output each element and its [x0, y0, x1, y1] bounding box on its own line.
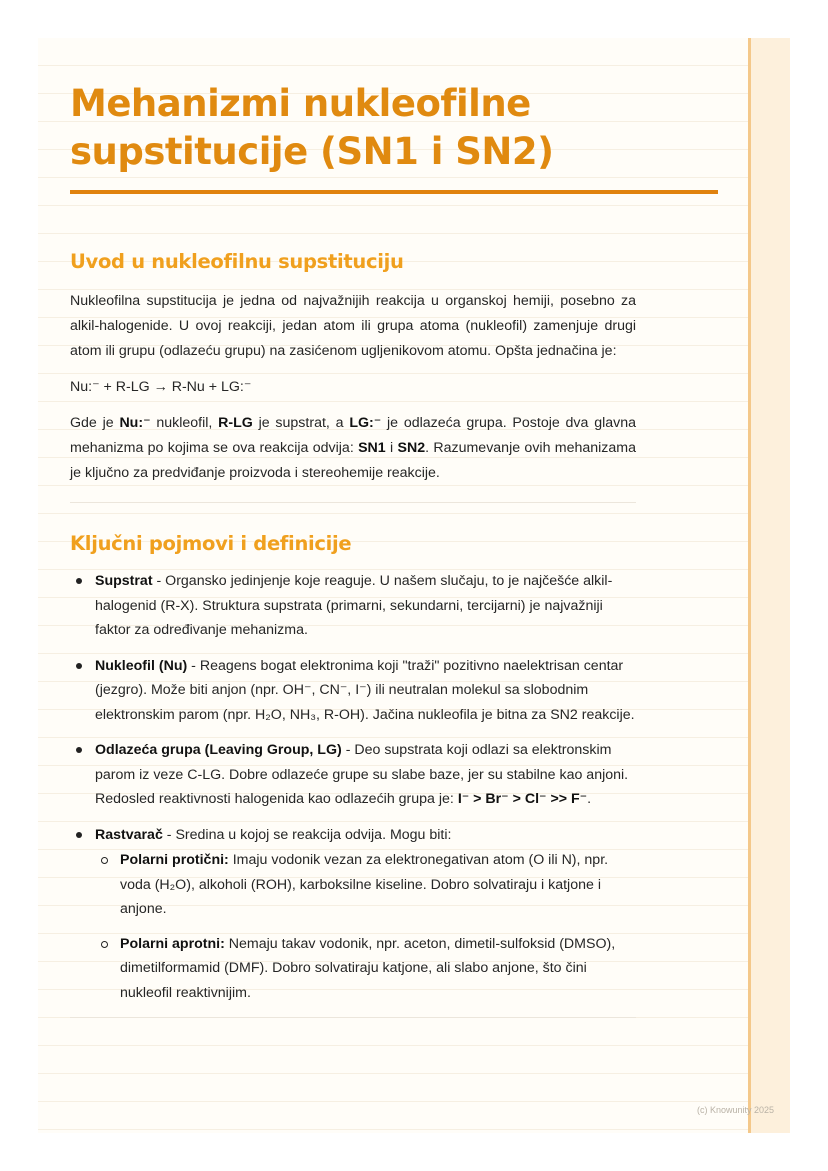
title-underline: [70, 190, 718, 194]
list-item-substrate: Supstrat - Organsko jedinjenje koje reaguje. U našem slučaju, to je najčešće alkil-halogenid (R-X). Struktura supstrata (primarni, sekundarni, tercijarni) je najvažniji faktor za određivanje mehanizma.: [70, 569, 636, 643]
circle-bullet-icon: [101, 857, 108, 864]
section-heading-key-concepts: Ključni pojmovi i definicije: [70, 532, 352, 555]
sublist-item-protic: Polarni protični: Imaju vodonik vezan za elektronegativan atom (O ili N), npr. voda (H₂O), alkoholi (ROH), karboksilne kiseline. Dobro solvatiraju i katjone i anjone.: [95, 848, 636, 922]
page-title: Mehanizmi nukleofilne supstitucije (SN1 i SN2): [70, 82, 554, 173]
bullet-icon: [76, 663, 82, 669]
circle-bullet-icon: [101, 941, 108, 948]
intro-paragraph: Nukleofilna supstitucija je jedna od najvažnijih reakcija u organskoj hemiji, posebno za alkil-halogenide. U ovoj reakciji, jedan atom ili grupa atoma (nukleofil) zamenjuje drugi atom ili grupu (odlazeću grupu) na zasićenom ugljenikovom atomu. Opšta jednačina je:: [70, 293, 636, 359]
list-item-nucleophile: Nukleofil (Nu) - Reagens bogat elektronima koji "traži" pozitivno naelektrisan centar (jezgro). Može biti anjon (npr. OH⁻, CN⁻, I⁻) ili neutralan molekul sa slobodnim elektronskim parom (npr. H₂O, NH₃, R-OH). Jačina nukleofila je bitna za SN2 reakcije.: [70, 654, 636, 728]
list-item-solvent: Rastvarač - Sredina u kojoj se reakcija odvija. Mogu biti: Polarni protični: Imaju vodonik vezan za elektronegativan atom (O ili N), npr. voda (H₂O), alkoholi (ROH), karboksilne kiseline. Dobro solvatiraju i katjone i anjone. Polarni aprotni: Nemaju takav vodonik, npr. aceton, dimetil-sulfoksid (DMSO), dimetilformamid (DMF). Dobro solvatiraju katjone, ali slabo anjone, što čini nukleofil reaktivnijim.: [70, 823, 636, 1006]
section-divider: [70, 502, 636, 503]
document-page: [38, 38, 790, 1133]
bullet-icon: [76, 832, 82, 838]
page-margin-strip: [748, 38, 790, 1133]
sublist-item-aprotic: Polarni aprotni: Nemaju takav vodonik, npr. aceton, dimetil-sulfoksid (DMSO), dimetilformamid (DMF). Dobro solvatiraju katjone, ali slabo anjone, što čini nukleofil reaktivnijim.: [95, 932, 636, 1006]
solvent-sublist: [95, 848, 636, 1005]
mechanisms-paragraph: Gde je Nu:⁻ nukleofil, R-LG je supstrat, a LG:⁻ je odlazeća grupa. Postoje dva glavna mehanizma po kojima se ova reakcija odvija: SN1 i SN2. Razumevanje ovih mehanizama je ključno za predviđanje proizvoda i stereohemije reakcije.: [70, 415, 636, 481]
page-content: [70, 80, 636, 1018]
key-concepts-list: [70, 569, 636, 1005]
section-divider: [70, 1017, 636, 1018]
copyright-footer: (c) Knowunity 2025: [696, 1105, 774, 1115]
section-heading-intro: Uvod u nukleofilnu supstituciju: [70, 250, 404, 273]
list-item-leaving-group: Odlazeća grupa (Leaving Group, LG) - Deo supstrata koji odlazi sa elektronskim parom iz veze C-LG. Dobre odlazeće grupe su slabe baze, jer su stabilne kao anjoni. Redosled reaktivnosti halogenida kao odlazećih grupa je: I⁻ > Br⁻ > Cl⁻ >> F⁻.: [70, 738, 636, 812]
bullet-icon: [76, 747, 82, 753]
bullet-icon: [76, 578, 82, 584]
general-equation: Nu:⁻ + R-LG → R-Nu + LG:⁻: [70, 379, 252, 395]
